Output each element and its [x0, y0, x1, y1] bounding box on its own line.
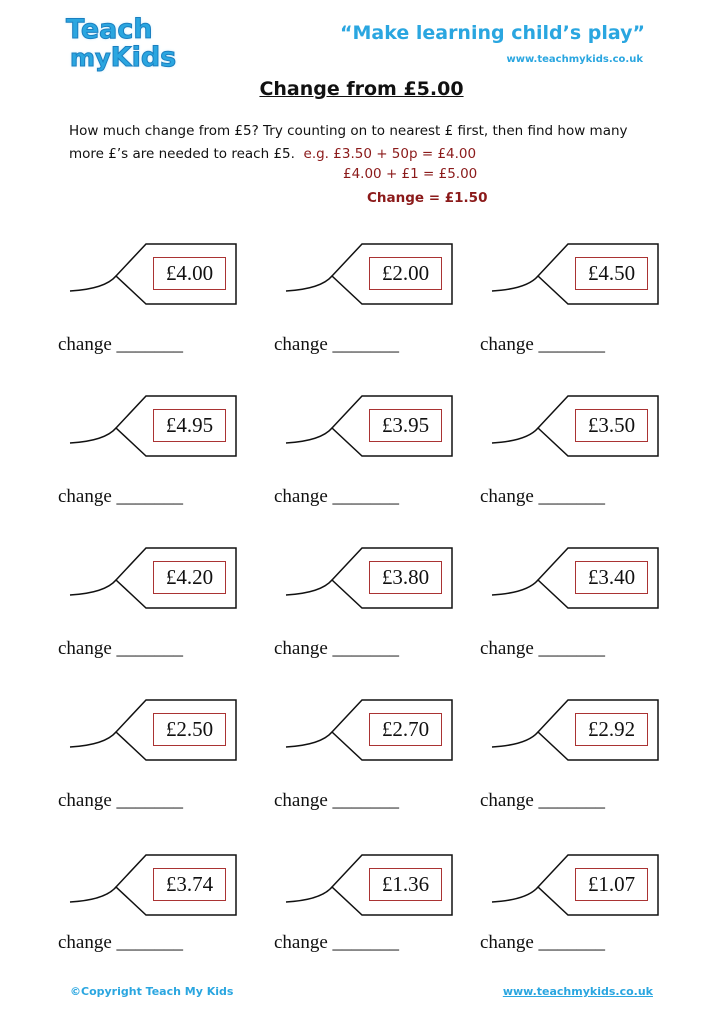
- example-line-3: Change = £1.50: [367, 190, 488, 206]
- price-label: £2.70: [369, 713, 442, 746]
- page-title: Change from £5.00: [259, 78, 464, 100]
- price-label: £4.00: [153, 257, 226, 290]
- change-answer-field[interactable]: change _______: [274, 334, 400, 355]
- price-label: £3.40: [575, 561, 648, 594]
- price-label: £3.80: [369, 561, 442, 594]
- change-answer-field[interactable]: change _______: [480, 790, 606, 811]
- example-line-2: £4.00 + £1 = £5.00: [343, 166, 478, 182]
- price-label: £2.00: [369, 257, 442, 290]
- price-label: £1.07: [575, 868, 648, 901]
- change-answer-field[interactable]: change _______: [480, 932, 606, 953]
- tagline: “Make learning child’s play”: [340, 22, 645, 44]
- price-tag-item: [472, 545, 672, 675]
- price-label: £3.50: [575, 409, 648, 442]
- change-answer-field[interactable]: change _______: [58, 790, 184, 811]
- price-tag-item: [472, 241, 672, 371]
- price-label: £4.20: [153, 561, 226, 594]
- instruction-line-2: more £’s are needed to reach £5.: [69, 146, 295, 162]
- change-answer-field[interactable]: change _______: [274, 638, 400, 659]
- teach-my-kids-logo: Teach myKids: [66, 14, 177, 73]
- change-answer-field[interactable]: change _______: [480, 638, 606, 659]
- change-answer-field[interactable]: change _______: [58, 486, 184, 507]
- price-tag-item: [50, 697, 250, 827]
- price-tag-item: [50, 241, 250, 371]
- price-tag-item: [266, 852, 466, 982]
- price-tag-item: [266, 393, 466, 523]
- change-answer-field[interactable]: change _______: [274, 932, 400, 953]
- price-label: £2.92: [575, 713, 648, 746]
- price-label: £1.36: [369, 868, 442, 901]
- change-answer-field[interactable]: change _______: [274, 486, 400, 507]
- price-tag-item: [266, 545, 466, 675]
- change-answer-field[interactable]: change _______: [58, 638, 184, 659]
- price-tag-item: [266, 697, 466, 827]
- example-line-1: e.g. £3.50 + 50p = £4.00: [303, 146, 477, 162]
- change-answer-field[interactable]: change _______: [58, 334, 184, 355]
- price-tag-item: [50, 545, 250, 675]
- instructions: [69, 120, 689, 166]
- price-label: £2.50: [153, 713, 226, 746]
- change-answer-field[interactable]: change _______: [58, 932, 184, 953]
- change-answer-field[interactable]: change _______: [480, 334, 606, 355]
- change-answer-field[interactable]: change _______: [480, 486, 606, 507]
- price-tag-item: [50, 852, 250, 982]
- price-tag-item: [472, 852, 672, 982]
- footer-link[interactable]: www.teachmykids.co.uk: [502, 985, 653, 998]
- header-url: www.teachmykids.co.uk: [506, 54, 643, 65]
- price-tag-item: [472, 393, 672, 523]
- price-tag-item: [266, 241, 466, 371]
- change-answer-field[interactable]: change _______: [274, 790, 400, 811]
- instruction-line-1: How much change from £5? Try counting on to nearest £ first, then find how many: [69, 123, 628, 139]
- price-label: £3.95: [369, 409, 442, 442]
- price-label: £4.95: [153, 409, 226, 442]
- price-label: £3.74: [153, 868, 226, 901]
- price-tag-item: [472, 697, 672, 827]
- price-label: £4.50: [575, 257, 648, 290]
- copyright: ©Copyright Teach My Kids: [70, 985, 234, 998]
- price-tag-item: [50, 393, 250, 523]
